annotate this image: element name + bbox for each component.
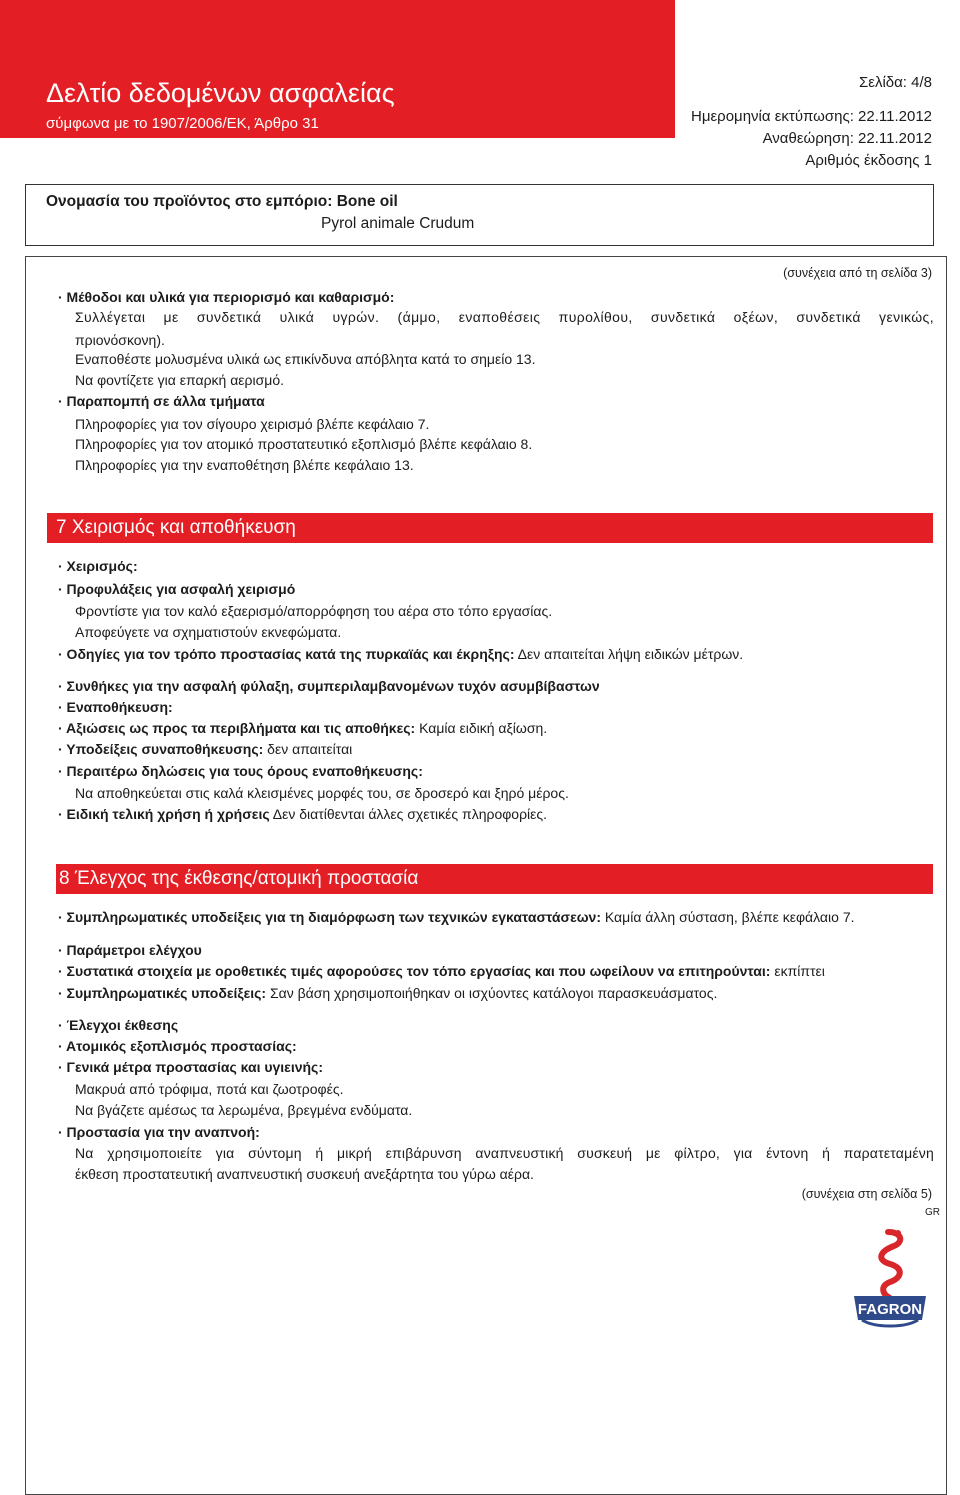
technical-measures-text: Καμία άλλη σύσταση, βλέπε κεφάλαιο 7. <box>601 909 855 925</box>
print-date: Ημερομηνία εκτύπωσης: 22.11.2012 <box>691 108 932 125</box>
methods-text-1: Συλλέγεται με συνδετικά υλικά υγρών. (άμμο, εναποθέσεις πυρολίθου, συνδετικά οξέων, συνδετικά γενικώς, <box>75 309 934 325</box>
product-name-label: Ονομασία του προϊόντος στο εμπόριο: Bone oil <box>46 193 398 210</box>
page-number: Σελίδα: 4/8 <box>858 74 932 91</box>
precautions-label: · Προφυλάξεις για ασφαλή χειρισμό <box>58 581 296 597</box>
logo-text: FAGRON <box>857 1301 923 1318</box>
additional-info <box>58 986 717 1000</box>
storage-requirements-text: Καμία ειδική αξίωση. <box>415 720 548 736</box>
methods-label: · Μέθοδοι και υλικά για περιορισμό και καθαρισμό: <box>58 289 395 305</box>
document-subtitle: σύμφωνα με το 1907/2006/ΕΚ, Άρθρο 31 <box>46 115 319 132</box>
fire-protection-label: · Οδηγίες για τον τρόπο προστασίας κατά της πυρκαϊάς και έκρηξης: <box>58 646 515 662</box>
storage-requirements-label: · Αξιώσεις ως προς τα περιβλήματα και τις αποθήκες: <box>58 720 416 736</box>
respiratory-text-2: έκθεση προστατευτική αναπνευστική συσκευή ανεξάρτητα του γύρω αέρα. <box>75 1166 534 1182</box>
methods-text-3: Εναποθέστε μολυσμένα υλικά ως επικίνδυνα απόβλητα κατά το σημείο 13. <box>75 351 536 367</box>
section-8-title: 8 Έλεγχος της έκθεσης/ατομική προστασία <box>59 868 419 889</box>
workplace-limits-label: · Συστατικά στοιχεία με οροθετικές τιμές αφορούσες τον τόπο εργασίας και που ωφείλουν να επιτηρούνται: <box>58 963 771 979</box>
continued-to: (συνέχεια στη σελίδα 5) <box>801 1187 932 1201</box>
handling-label: · Χειρισμός: <box>58 558 138 574</box>
end-use <box>58 807 547 821</box>
storage-requirements <box>58 721 547 735</box>
section-7-title: 7 Χειρισμός και αποθήκευση <box>56 517 296 538</box>
precaution-2: Αποφεύγετε να σχηματιστούν εκνεφώματα. <box>75 624 342 640</box>
exposure-controls-label: · Έλεγχοι έκθεσης <box>58 1017 179 1033</box>
product-name-secondary: Pyrol animale Crudum <box>321 215 475 232</box>
co-storage <box>58 742 352 756</box>
fire-protection <box>58 647 743 661</box>
end-use-label: · Ειδική τελική χρήση ή χρήσεις <box>58 806 270 822</box>
further-storage-label: · Περαιτέρω δηλώσεις για τους όρους εναποθήκευσης: <box>58 763 423 779</box>
reference-3: Πληροφορίες για την εναποθέτηση βλέπε κεφάλαιο 13. <box>75 457 414 473</box>
methods-text-4: Να φοντίζετε για επαρκή αερισμό. <box>75 372 284 388</box>
references-label: · Παραπομπή σε άλλα τμήματα <box>58 393 265 409</box>
workplace-limits-text: εκπίπτει <box>770 963 825 979</box>
section-8-heading <box>56 864 933 894</box>
co-storage-label: · Υποδείξεις συναποθήκευσης: <box>58 741 264 757</box>
continued-from: (συνέχεια από τη σελίδα 3) <box>783 266 932 280</box>
fire-protection-text: Δεν απαιτείται λήψη ειδικών μέτρων. <box>514 646 744 662</box>
fagron-logo <box>840 1224 940 1334</box>
revision-date: Αναθεώρηση: 22.11.2012 <box>762 130 932 147</box>
co-storage-text: δεν απαιτείται <box>263 741 353 757</box>
storage-label: · Εναποθήκευση: <box>58 699 173 715</box>
technical-measures-label: · Συμπληρωματικές υποδείξεις για τη διαμόρφωση των τεχνικών εγκαταστάσεων: <box>58 909 601 925</box>
section-7-heading <box>47 513 933 543</box>
workplace-limits <box>58 964 825 978</box>
precaution-1: Φροντίστε για τον καλό εξαερισμό/απορρόφηση του αέρα στο τόπο εργασίας. <box>75 603 553 619</box>
language-code: GR <box>925 1207 940 1218</box>
reference-1: Πληροφορίες για τον σίγουρο χειρισμό βλέπε κεφάλαιο 7. <box>75 416 430 432</box>
further-storage-text: Να αποθηκεύεται στις καλά κλεισμένες μορφές του, σε δροσερό και ξηρό μέρος. <box>75 785 569 801</box>
reference-2: Πληροφορίες για τον ατομικό προστατευτικό εξοπλισμό βλέπε κεφάλαιο 8. <box>75 436 533 452</box>
respiratory-label: · Προστασία για την αναπνοή: <box>58 1124 260 1140</box>
technical-measures <box>58 910 855 924</box>
hygiene-text-1: Μακρυά από τρόφιμα, ποτά και ζωοτροφές. <box>75 1081 344 1097</box>
caduceus-icon <box>840 1224 940 1334</box>
additional-info-label: · Συμπληρωματικές υποδείξεις: <box>58 985 267 1001</box>
end-use-text: Δεν διατίθενται άλλες σχετικές πληροφορίες. <box>269 806 548 822</box>
respiratory-text-1: Να χρησιμοποιείτε για σύντομη ή μικρή επιβάρυνση αναπνευστική συσκευή με φίλτρο, για έντονη ή παρατεταμένη <box>75 1145 934 1161</box>
document-title: Δελτίο δεδομένων ασφαλείας <box>46 78 395 108</box>
version-number: Αριθμός έκδοσης 1 <box>805 152 932 169</box>
ppe-label: · Ατομικός εξοπλισμός προστασίας: <box>58 1038 297 1054</box>
hygiene-text-2: Να βγάζετε αμέσως τα λερωμένα, βρεγμένα ενδύματα. <box>75 1102 413 1118</box>
hygiene-label: · Γενικά μέτρα προστασίας και υγιεινής: <box>58 1059 323 1075</box>
methods-text-2: πριονόσκονη). <box>75 332 165 348</box>
control-parameters-label: · Παράμετροι ελέγχου <box>58 942 202 958</box>
storage-conditions-label: · Συνθήκες για την ασφαλή φύλαξη, συμπεριλαμβανομένων τυχόν ασυμβίβαστων <box>58 678 600 694</box>
additional-info-text: Σαν βάση χρησιμοποιήθηκαν οι ισχύοντες κατάλογοι παρασκευάσματος. <box>266 985 718 1001</box>
